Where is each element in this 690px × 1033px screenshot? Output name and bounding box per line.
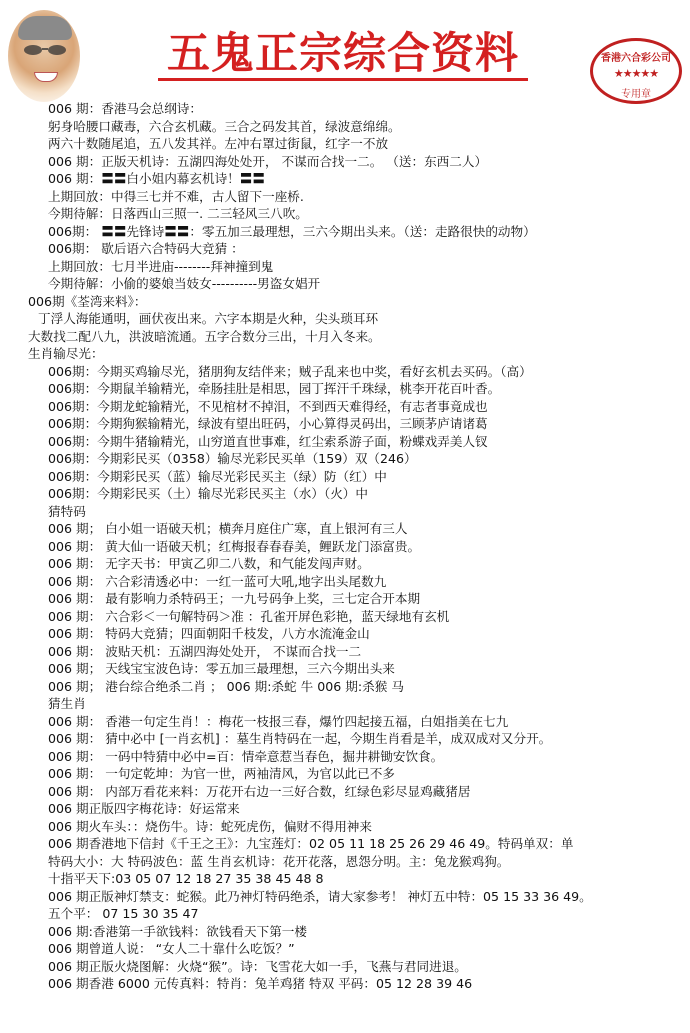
text-line: 006期：今期彩民买（0358）输尽光彩民买单（159）双（246） [48, 451, 417, 466]
seal-stars: ★★★★★ [613, 67, 659, 80]
text-line: 006期：今期龙蛇输精光，不见棺材不掉泪，不到西天难得经，有志者事竟成也 [48, 398, 488, 414]
avatar [8, 10, 80, 102]
text-line: 006 期： 最有影响力杀特码王；一九号码争上奖，三七定合开本期 [48, 591, 421, 606]
text-line: 006期：今期彩民买（土）输尽光彩民买主（水）（火）中 [48, 486, 368, 501]
text-line: 猜生肖 [48, 696, 86, 711]
text-line: 躬身哈腰口藏毒，六合玄机藏。三合之码发其首，绿波意绵绵。 [48, 118, 401, 134]
text-line: 006 期香港地下信封《千王之王》：九宝莲灯：02 05 11 18 25 26 29 46 49。特码单双：单 [48, 836, 574, 851]
text-line: 大数找二配八九，洪波暗流通。五字合数分三出，十月入冬来。 [28, 328, 381, 344]
text-line: 006 期正版四字梅花诗：好运常来 [48, 801, 240, 816]
text-line: 上期回放：七月半进庙--------拜神撞到鬼 [48, 258, 274, 274]
page-title: 五鬼正宗综合资料 [158, 30, 528, 81]
text-line: 006 期：〓〓白小姐内幕玄机诗！〓〓 [48, 171, 265, 186]
content-lines [28, 100, 688, 993]
text-line: 006 期正版神灯禁支：蛇猴。此乃神灯特码绝杀，请大家参考！ 神灯五中特：05 15 33 36 49。 [48, 888, 592, 904]
hair-shape [18, 16, 72, 40]
text-line: 006 期曾道人说： “女人二十靠什么吃饭？” [48, 941, 295, 956]
glasses-icon [22, 44, 68, 56]
text-line: 006 期： 波贴天机：五湖四海处处开， 不谋而合找一二 [48, 643, 362, 659]
text-line: 上期回放：中得三七并不难，古人留下一座桥. [48, 188, 304, 204]
text-line: 006 期： 内部万看花来料：万花开右边一三好合数，红绿色彩尽显鸡藏猪居 [48, 783, 471, 799]
text-line: 五个平： 07 15 30 35 47 [48, 906, 199, 921]
text-line: 006 期： 一句定乾坤：为官一世，两袖清风，为官以此已不多 [48, 766, 395, 781]
text-line: 006 期正版火烧图解：火烧“猴”。诗：飞雪花大如一手，飞燕与君同进退。 [48, 958, 467, 974]
text-line: 006 期； 天线宝宝波色诗：零五加三最理想，三六今期出头来 [48, 661, 395, 676]
official-seal [590, 38, 682, 104]
text-line: 006 期香港 6000 元传真料：特肖：兔羊鸡猪 特双 平码：05 12 28 39 46 [48, 976, 473, 991]
text-line: 006 期： 特码大竞猜；四面朝阳千枝发，八方水流淹金山 [48, 626, 370, 641]
text-line: 今期待解：小偷的婆娘当妓女----------男盗女娼开 [48, 276, 321, 291]
text-line: 006期：今期鼠羊输精光，牵肠挂肚是相思，园丁挥汗千珠绿，桃李开花百叶香。 [48, 381, 501, 396]
text-line: 006期： 歇后语六合特码大竞猜 ： [48, 241, 244, 256]
text-line: 006 期： 香港一句定生肖！：梅花一枝报三春，爆竹四起接五福，白姐指美在七九 [48, 713, 509, 729]
text-line: 006期《荃湾来料》： [28, 293, 147, 309]
text-line: 006期：今期狗猴输精光，绿波有望出旺码，小心算得灵码出，三顾茅庐请诸葛 [48, 416, 488, 431]
seal-top-text: 香港六合彩公司 [601, 53, 671, 64]
text-line: 006期：今期买鸡输尽光，猪朋狗友结伴来；贼子乱来也中奖，看好玄机去买码。（高） [48, 363, 532, 379]
text-line: 006 期火车头：：烧伤牛。诗：蛇死虎伤，偏财不得用神来 [48, 818, 372, 834]
text-line: 006 期： 猜中必中 [一肖玄机] ：墓生肖特码在一起，今期生肖看是羊，成双成对又分开。 [48, 731, 552, 746]
text-line: 特码大小：大 特码波色：蓝 生肖玄机诗：花开花落，恩怨分明。主：兔龙猴鸡狗。 [48, 853, 510, 869]
text-line: 006期：今期牛猪输精光，山穷道直世事难，红尘索系游子面，粉蝶戏弄美人钗 [48, 433, 488, 449]
text-line: 006 期： 黄大仙一语破天机；红梅报春春春美，鲤跃龙门添富贵。 [48, 538, 421, 554]
text-line: 丁浮人海能通明，画伏夜出来。六字本期是火种，尖头琐耳环 [38, 311, 379, 326]
seal-bottom-text: 专用章 [621, 89, 651, 100]
text-line: 今期待解：日落西山三照一. 二三轻风三八吹。 [48, 206, 308, 221]
smile-shape [34, 72, 58, 82]
text-line: 猜特码 [48, 503, 86, 519]
text-line: 十指平天下:03 05 07 12 18 27 35 38 45 48 8 [48, 871, 324, 886]
text-line: 006 期： 六合彩清透必中：一红一蓝可大吼,地字出头尾数九 [48, 573, 387, 589]
page-header [0, 0, 690, 100]
text-line: 006 期：正版天机诗：五湖四海处处开， 不谋而合找一二。 （送：东西二人） [48, 153, 488, 169]
text-line: 006 期： 一码中特猜中必中=百：情牵意惹当春色，掘井耕锄安饮食。 [48, 748, 444, 764]
text-line: 生肖输尽光： [28, 346, 104, 361]
text-line: 006 期：香港马会总纲诗： [48, 101, 202, 116]
text-line: 006 期： 无字天书：甲寅乙卯二八数，和气能发闯声财。 [48, 556, 370, 571]
text-line: 006期： 〓〓先锋诗〓〓：零五加三最理想，三六今期出头来。（送：走路很快的动物） [48, 223, 536, 239]
text-line: 006 期； 港台综合绝杀二肖 ； 006 期:杀蛇 牛 006 期:杀猴 马 [48, 678, 404, 694]
text-line: 006 期； 白小姐一语破天机；横奔月庭住广寒，直上银河有三人 [48, 521, 408, 536]
text-line: 006 期:香港第一手欲钱料：欲钱看天下第一楼 [48, 923, 307, 939]
text-line: 006期：今期彩民买（蓝）输尽光彩民买主（绿）防（红）中 [48, 468, 387, 484]
text-line: 两六十数随尾追，五八发其祥。左冲右罩过街鼠，红字一不放 [48, 136, 389, 151]
text-line: 006 期： 六合彩＜一句解特码＞准 ：孔雀开屏色彩艳，蓝天绿地有玄机 [48, 608, 450, 624]
